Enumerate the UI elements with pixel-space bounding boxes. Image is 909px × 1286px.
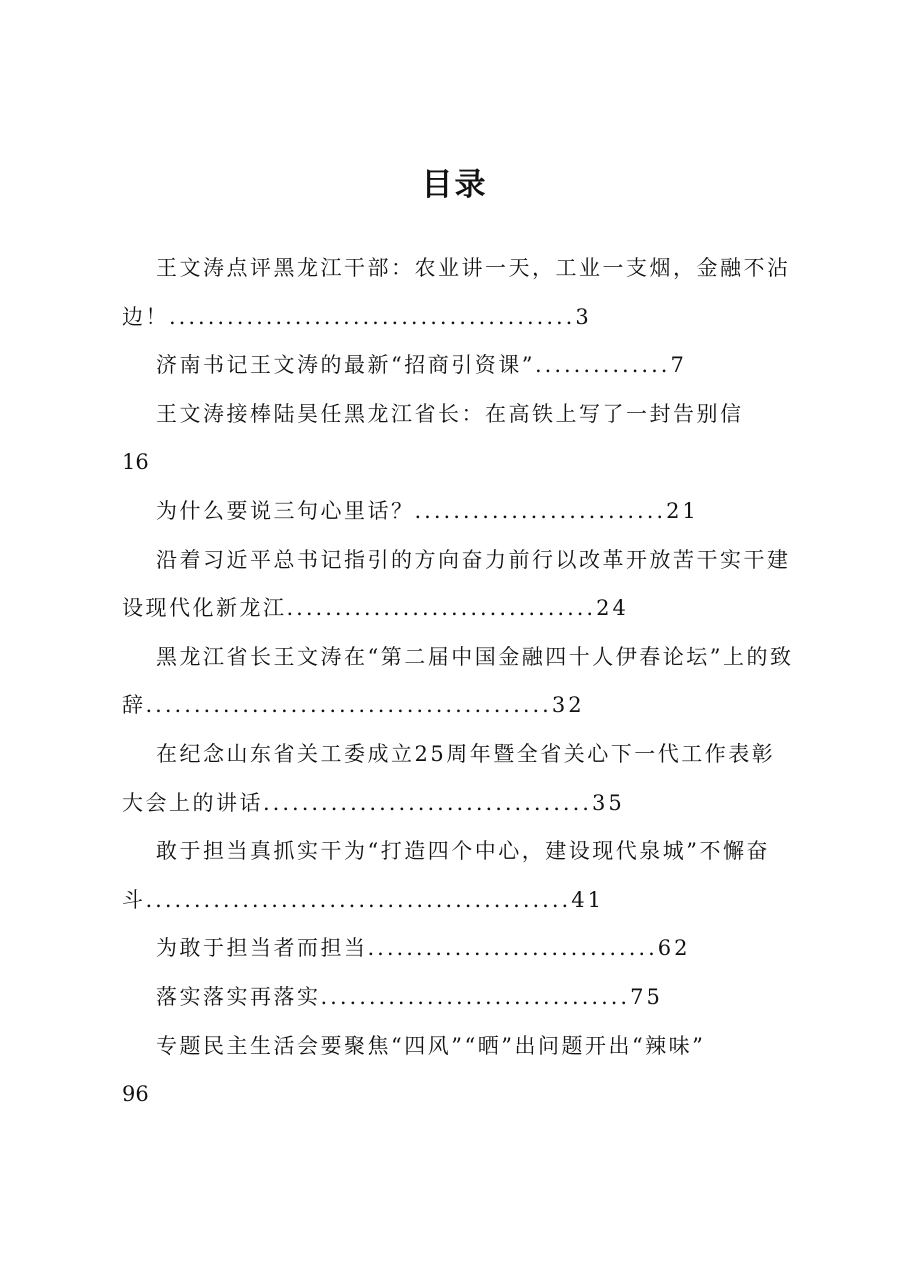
toc-entry[interactable] — [122, 730, 798, 827]
toc-entry-title: 黑龙江省长王文涛在“第二届中国金融四十人伊春论坛”上的致辞 — [122, 644, 794, 718]
toc-page-number: 62 — [657, 936, 691, 961]
toc-entry-title: 在纪念山东省关工委成立25周年暨全省关心下一代工作表彰大会上的讲话 — [122, 741, 776, 815]
toc-leader-dots: .................................. — [263, 790, 592, 815]
toc-entry-title: 王文涛接棒陆昊任黑龙江省长：在高铁上写了一封告别信 — [156, 401, 744, 426]
toc-entry[interactable] — [122, 827, 798, 924]
toc-page-number: 16 — [122, 450, 149, 475]
toc-page-number: 32 — [551, 693, 585, 718]
toc-page-number: 24 — [596, 596, 629, 621]
toc-entry[interactable] — [122, 1022, 798, 1119]
toc-page-number: 21 — [666, 498, 699, 523]
toc-leader-dots: .......................................... — [169, 304, 576, 329]
toc-entry[interactable] — [122, 390, 798, 487]
toc-entry[interactable] — [122, 341, 798, 390]
toc-entry[interactable] — [122, 924, 798, 973]
toc-page-number: 75 — [630, 984, 663, 1009]
toc-entry-title: 为什么要说三句心里话？ — [156, 498, 415, 523]
toc-leader-dots: .............. — [534, 353, 671, 378]
toc-leader-dots: .......................... — [414, 498, 667, 523]
toc-leader-dots: .............................. — [367, 936, 658, 961]
toc-entry-title: 济南书记王文涛的最新“招商引资课” — [156, 353, 535, 378]
toc-entry-title: 王文涛点评黑龙江干部：农业讲一天，工业一支烟，金融不沾边！ — [122, 256, 791, 329]
toc-entry[interactable] — [122, 487, 798, 536]
toc-entry-title: 沿着习近平总书记指引的方向奋力前行以改革开放苦干实干建设现代化新龙江 — [122, 547, 791, 621]
table-of-contents — [122, 244, 798, 1119]
toc-leader-dots: ................................ — [320, 984, 631, 1009]
toc-page-number: 41 — [571, 887, 604, 912]
toc-page-number: 35 — [591, 790, 625, 815]
toc-entry-title: 为敢于担当者而担当 — [156, 936, 368, 961]
toc-leader-dots: .......................................... — [145, 693, 552, 718]
toc-entry-title: 专题民主生活会要聚焦“四风”“晒”出问题开出“辣味” — [156, 1033, 706, 1058]
toc-entry-title: 落实落实再落实 — [156, 984, 321, 1009]
toc-entry-title: 敢于担当真抓实干为“打造四个中心，建设现代泉城”不懈奋斗 — [122, 839, 770, 912]
toc-entry[interactable] — [122, 633, 798, 730]
toc-leader-dots: ............................................ — [145, 887, 572, 912]
page-title: 目录 — [421, 167, 488, 203]
toc-page-number: 3 — [575, 304, 592, 329]
toc-leader-dots: ................................ — [286, 596, 597, 621]
toc-entry[interactable] — [122, 536, 798, 633]
toc-page-number: 7 — [670, 353, 687, 378]
toc-page-number: 96 — [122, 1082, 149, 1107]
toc-entry[interactable] — [122, 973, 798, 1022]
toc-entry[interactable] — [122, 244, 798, 341]
